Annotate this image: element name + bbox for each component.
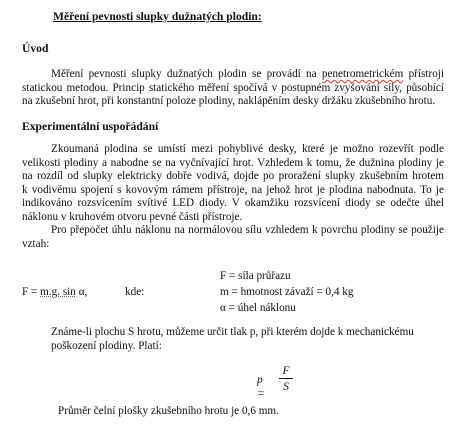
document-title: Měření pevnosti slupky dužnatých plodin:	[53, 10, 262, 23]
formula-lhs	[22, 286, 87, 300]
heading-experimental: Experimentální uspořádání	[22, 120, 159, 133]
text-line: k vodivému spojení s kovovým rámem přístroje, na jehož hrot je plodina nabodnuta. To je	[22, 183, 444, 196]
closing-sentence: Průměr čelní plošky zkušebního hrotu je 0,6 mm.	[58, 405, 279, 417]
fraction	[279, 364, 293, 393]
text-line: statickou metodou. Princip statického měření spočívá v postupném zvyšování síly, působící	[22, 81, 444, 94]
misspelled-word: penetrometrickém	[321, 68, 404, 80]
intro-paragraph	[22, 68, 444, 109]
text-line: velikosti plodiny a nabodne se na vyčnívající hrot. Vzhledem k tomu, že dužnina plodiny je	[22, 156, 444, 169]
experimental-paragraph-2	[22, 224, 444, 251]
text-line: Známe-li plochu S hrotu, můžeme určit tlak p, při kterém dojde k mechanickému	[51, 326, 414, 338]
text-span: přístroji	[403, 68, 444, 80]
formula-definition: m = hmotnost závaží = 0,4 kg	[220, 286, 354, 298]
pressure-paragraph	[22, 326, 444, 353]
text-line: indikováno rozsvícením svítivé LED diody. V okamžiku rozsvícení diody se odečte úhel	[22, 197, 444, 210]
fraction-bar	[279, 378, 293, 379]
text-line: vztah:	[22, 237, 50, 250]
text-line: Zkoumaná plodina se umístí mezi pohyblivé desky, které je možno rozevřít podle	[51, 143, 444, 155]
formula-term: m.g. sin	[40, 286, 76, 298]
experimental-paragraph-1	[22, 143, 444, 225]
fraction-numerator: F	[282, 364, 290, 377]
formula-lhs: p =	[257, 373, 265, 400]
formula-where-label: kde:	[125, 286, 145, 298]
text-line: poškození plodiny. Platí:	[51, 339, 162, 352]
text-line: na rozdíl od slupky elektricky dobře vodivá, dojde po proražení slupky zkušebním hrotem	[22, 170, 444, 183]
fraction-denominator: S	[283, 380, 289, 393]
text-span: F =	[22, 286, 41, 298]
heading-intro: Úvod	[22, 42, 49, 55]
formula-definition: α = úhel náklonu	[220, 302, 296, 314]
text-line: náklonu v kruhovém otvoru pevné části přístroje.	[22, 210, 243, 223]
text-line: Pro přepočet úhlu náklonu na normálovou sílu vzhledem k povrchu plodiny se použije	[51, 224, 444, 236]
formula-definition: F = síla průřazu	[220, 270, 291, 282]
text-span: α,	[75, 286, 88, 298]
text-line	[22, 68, 444, 82]
text-span: Měření pevnosti slupky dužnatých plodin se provádí na	[51, 68, 322, 80]
text-line: na zkušební hrot, při konstantní poloze plodiny, naklápěním desky držáku zkušebního hrotu.	[22, 95, 436, 108]
